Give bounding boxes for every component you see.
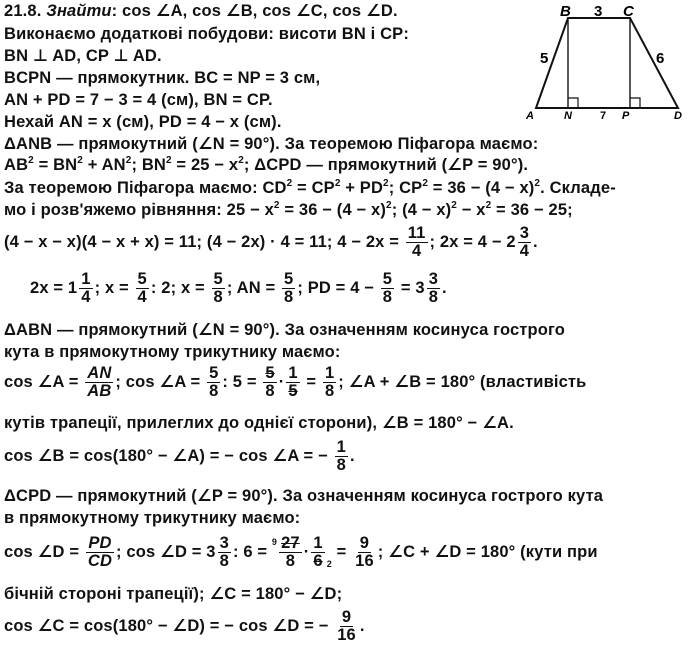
text-seg: = 36 − (4 − x) [279,201,386,219]
denominator: 16 [337,626,356,645]
sup: 2 [165,155,172,166]
vertex-p: P [622,110,630,120]
text-seg: + PD [340,179,384,197]
fraction [518,225,531,260]
numerator: 5 [213,270,223,289]
vertex-n: N [564,110,572,120]
numerator: AN [87,364,112,383]
text-seg: ; cos ∠D = 3 [116,543,216,561]
fraction [353,535,376,570]
right-angle-p [630,98,640,108]
denominator: 8 [219,552,229,571]
numerator: 3 [219,534,229,553]
denominator: 8 [285,552,296,571]
denominator: 8 [209,382,219,401]
text-seg: cos ∠A = [4,373,79,391]
text-seg: . [533,233,538,251]
line-6: Нехай AN = x (см), PD = 4 − x (см). [4,113,282,131]
problem-number: 21.8. [4,2,42,20]
fraction [263,365,276,400]
text-seg: = [331,543,347,561]
sup: 2 [383,178,389,189]
line-3: BN ⊥ AD, CP ⊥ AD. [4,47,162,65]
vertex-d: D [674,110,682,120]
text-seg: ; CP [388,179,423,197]
numerator: 1 [81,270,91,289]
right-angle-n [568,98,578,108]
equation-line-2 [30,268,447,308]
line-2: Виконаємо додаткові побудови: висоти BN і CP: [4,25,409,43]
line-19: в прямокутному трикутнику маємо: [4,509,301,527]
sup: 2 [273,200,280,211]
numerator: 27 [281,534,300,553]
line-9 [4,178,616,198]
line-14: кута в прямокутному трикутнику маємо: [4,343,341,361]
text-seg: 2x = 1 [30,279,78,297]
text-seg: . [359,617,365,635]
denominator: 4 [411,242,422,261]
numerator: 3 [519,224,530,243]
numerator: 1 [324,364,335,383]
text-seg: . [442,279,447,297]
sup: 2 [334,178,341,189]
text-seg: ; ∠A + ∠B = 180° (властивість [338,373,587,391]
fraction [136,271,149,306]
cos-b-line [4,436,355,476]
fraction [282,271,295,306]
line-7: ΔANB — прямокутний (∠N = 90°). За теоремою Піфагора маємо: [4,135,539,153]
vertex-b: B [560,3,571,20]
denominator: 4 [519,242,530,261]
fraction [79,271,92,306]
text-seg: ; 2x = 4 − 2 [429,233,516,251]
numerator: 5 [265,364,275,383]
label-np: 7 [600,110,607,120]
text-seg: = CP [292,179,335,197]
cos-c-line [4,606,365,646]
label-cd: 6 [656,50,665,67]
denominator: 8 [428,288,439,307]
text-seg: ; PD = 4 − [297,279,375,297]
label-ab: 5 [540,50,549,67]
line-5: AN + PD = 7 − 3 = 4 (см), BN = CP. [4,91,273,109]
text-seg: За теоремою Піфагора маємо: CD [4,179,287,197]
text-seg: = [301,373,317,391]
denominator: 4 [137,288,147,307]
denominator: AB [87,382,112,401]
text-seg: (4 − x − x)(4 − x + x) = 11; (4 − 2x) · 4 = 11; 4 − 2x = [4,233,400,251]
line-21: бічній стороні трапеції); ∠C = 180° − ∠D; [4,585,343,603]
numerator: 11 [407,224,426,243]
line-13: ΔABN — прямокутний (∠N = 90°). За означенням косинуса гострого [4,321,566,339]
text-seg: + AN [82,156,126,174]
sup: 2 [238,155,244,166]
sup: 2 [125,155,132,166]
text-seg: : 2; x = [150,279,205,297]
text-seg: ; ΔCPD — прямокутний (∠P = 90°). [243,156,529,174]
numerator: 9 [359,534,370,553]
fraction [218,535,231,570]
denominator: 5 [288,382,298,401]
text-seg: AB [4,156,29,174]
text-seg: = BN [33,156,78,174]
text-seg: · [278,373,285,391]
fraction [427,271,440,306]
fraction [311,535,324,570]
line-10 [4,200,573,220]
text-seg: = 3 [396,279,425,297]
numerator: 1 [336,438,346,457]
denominator: 4 [81,288,91,307]
text-seg: cos ∠B = cos(180° − ∠A) = − cos ∠A = − [4,447,328,465]
numerator: 9 [341,608,352,627]
text-seg: ; cos ∠A = [115,373,201,391]
fraction [335,439,348,474]
text-seg: ; (4 − x) [391,201,452,219]
sup: 2 [286,178,293,189]
denominator: 6 [313,552,323,571]
sup: 2 [28,155,34,166]
text-seg: − x [457,201,486,219]
text-seg: = 36 − 25; [491,201,573,219]
text-seg: = 25 − x [171,156,239,174]
equation-line-1 [4,222,538,262]
text-seg: . [349,447,355,465]
fraction [279,535,302,570]
text-seg: = 36 − (4 − x) [428,179,535,197]
sup: 2 [386,200,392,211]
denominator: 8 [265,382,275,401]
numerator: 1 [288,364,298,383]
cos-a-line [4,362,586,402]
fraction [381,271,394,306]
numerator: 5 [137,270,147,289]
numerator: PD [88,534,112,553]
fraction [207,365,220,400]
cancel-note: 2 [326,559,332,569]
line-4: BCPN — прямокутник. BC = NP = 3 см, [4,69,321,87]
text-seg: ; BN [131,156,166,174]
line-16: кутів трапеції, прилеглих до однієї сторони), ∠B = 180° − ∠A. [4,414,514,432]
sup: 2 [451,200,458,211]
text-seg: ; x = [94,279,129,297]
cos-d-line [4,532,598,574]
denominator: 8 [213,288,223,307]
text-seg: : 6 = [232,543,268,561]
vertex-c: C [623,3,634,20]
numerator: 5 [209,364,219,383]
sup: 2 [77,155,83,166]
text-seg: cos ∠C = cos(180° − ∠D) = − cos ∠D = − [4,617,329,635]
text-seg: cos ∠D = [4,543,80,561]
denominator: 8 [324,382,335,401]
fraction [286,365,299,400]
denominator: 8 [284,288,294,307]
sup: 2 [534,178,541,189]
find-text: : cos ∠A, cos ∠B, cos ∠C, cos ∠D. [111,2,398,20]
fraction [323,365,336,400]
fraction [212,271,225,306]
line-8 [4,155,528,175]
vertex-a: A [526,110,534,120]
numerator: 1 [313,534,323,553]
sup: 2 [485,200,492,211]
text-seg: . Складе- [540,179,616,197]
fraction [406,225,428,260]
line-find [4,1,398,21]
text-seg: ; ∠C + ∠D = 180° (кути при [377,543,598,561]
text-seg: мо і розв'яжемо рівняння: 25 − x [4,201,274,219]
denominator: 16 [355,552,374,571]
text-seg: ; AN = [226,279,276,297]
sup: 2 [422,178,429,189]
numerator: 3 [428,270,439,289]
fraction [335,609,358,644]
numerator: 5 [382,270,393,289]
trapezoid-figure [526,2,690,120]
fraction [86,535,114,570]
label-bc: 3 [594,3,603,20]
denominator: 8 [382,288,393,307]
denominator: CD [87,552,113,571]
text-seg: · [303,543,310,561]
denominator: 8 [336,456,346,475]
text-seg: : 5 = [222,373,257,391]
numerator: 5 [284,270,294,289]
fraction [85,365,113,400]
cancel-note: 9 [271,537,278,547]
find-label: Знайти [46,2,112,20]
line-18: ΔCPD — прямокутний (∠P = 90°). За означенням косинуса гострого кута [4,487,604,505]
